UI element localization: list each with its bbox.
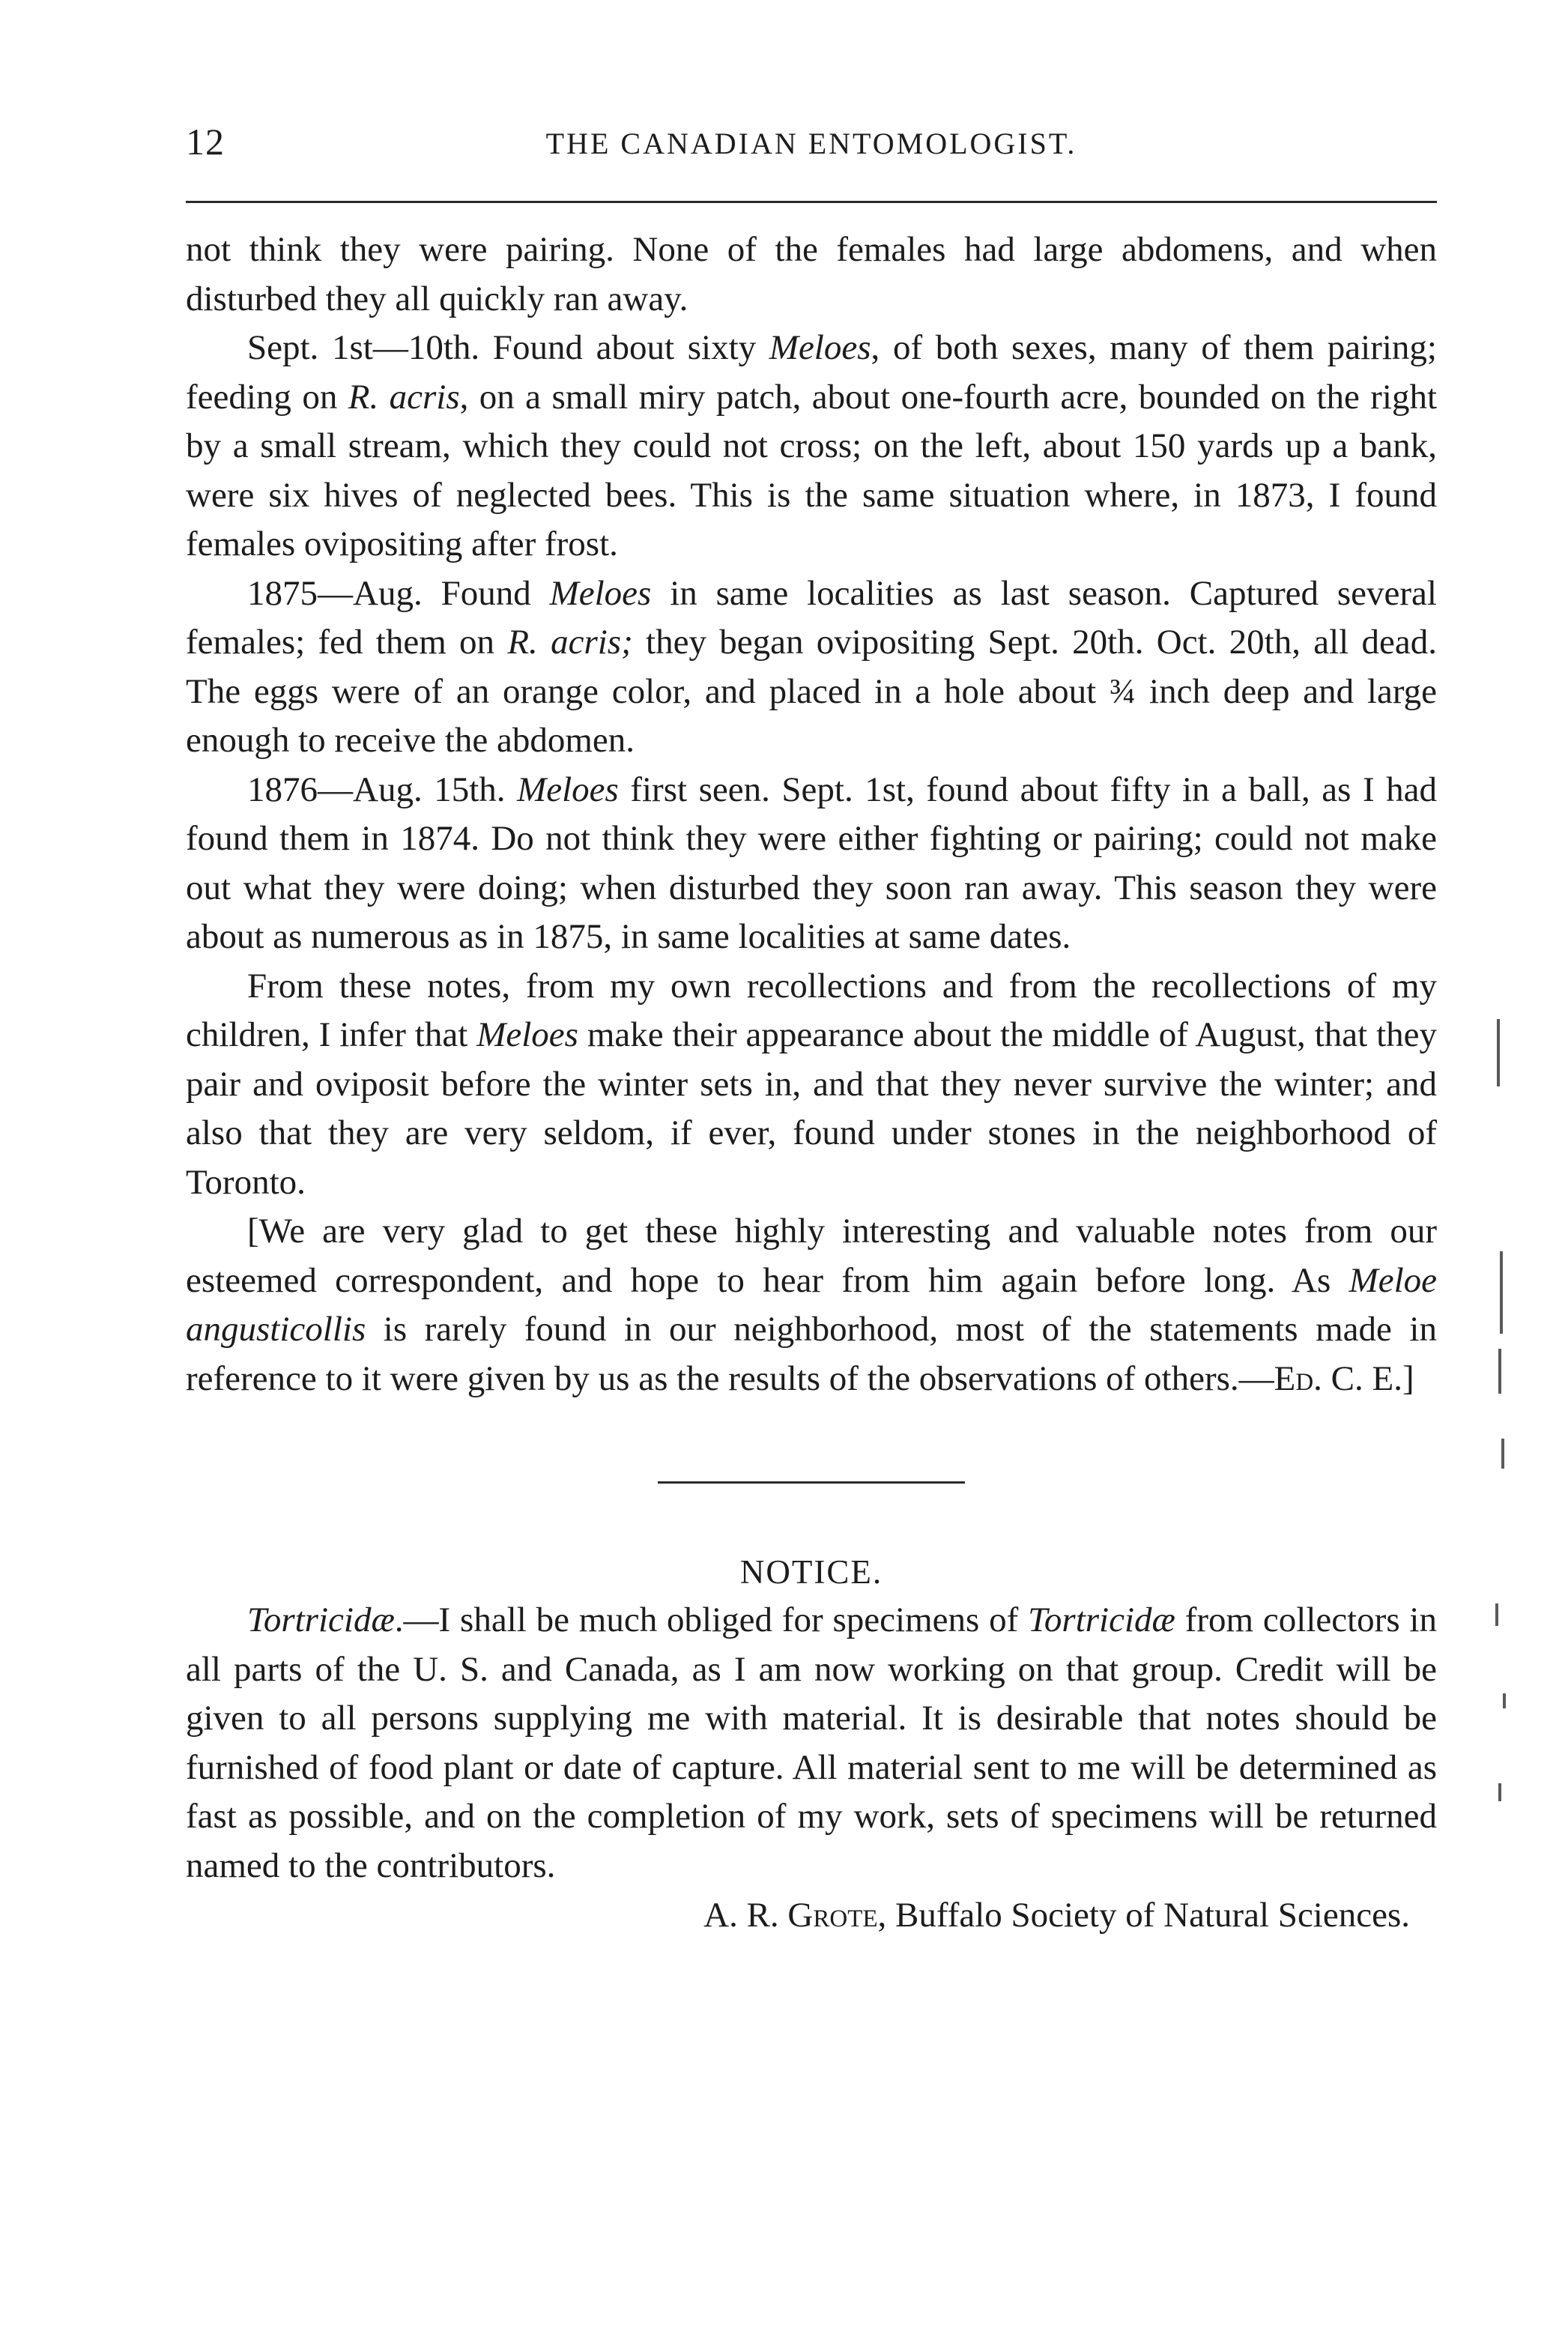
text-run: , on a small miry patch, about one-fourth acre, bounded on the right by a small stream, which they could not cross; on the left, about 150 yards up a bank, were six hives of neglected bees. This is the same situation where, in 1873, I found females ovipositing after frost. <box>186 377 1438 563</box>
text-run: Sept. 1st—10th. Found about sixty <box>247 328 769 367</box>
body-paragraph <box>186 766 1437 962</box>
italic-text: Meloes <box>476 1015 578 1054</box>
italic-text: Meloe angusticollis <box>186 1260 1437 1349</box>
text-run: , of both sexes, many of them pairing; feeding on <box>186 328 1437 417</box>
italic-text: Meloes <box>517 770 619 809</box>
text-run: 1876—Aug. 15th. <box>247 770 518 809</box>
text-run: [We are very glad to get these highly interesting and valuable notes from our esteemed correspondent, and hope to hear from him again before long. As <box>186 1212 1437 1300</box>
text-run: , Buffalo Society of Natural Sciences. <box>877 1896 1410 1935</box>
text-run: they began ovipositing Sept. 20th. Oct. 20th, all dead. The eggs were of an orange color, and placed in a hole about ¾ inch deep and large enough to receive the abdomen. <box>186 623 1437 760</box>
running-head <box>186 112 1437 172</box>
notice-paragraph <box>186 1596 1437 1890</box>
text-run: ] <box>1402 1358 1414 1398</box>
page-number: 12 <box>186 121 225 163</box>
text-run: From these notes, from my own recollections and from the recollections of my children, I infer that <box>186 966 1437 1054</box>
body-paragraph <box>186 226 1437 324</box>
margin-scan-marks <box>1491 1019 1521 2293</box>
italic-text: Meloes <box>549 573 652 613</box>
journal-title: THE CANADIAN ENTOMOLOGIST. <box>545 127 1077 160</box>
italic-text: R. acris; <box>507 623 633 662</box>
italic-text: Meloes <box>769 328 871 367</box>
header-rule <box>186 201 1437 203</box>
body-paragraph <box>186 324 1437 569</box>
text-run: first seen. Sept. 1st, found about fifty in a ball, as I had found them in 1874. Do not think they were either fighting or pairing; could not make out what they were doing; when disturbed they soon ran away. This season they were about as numerous as in 1875, in same localities at same dates. <box>186 770 1437 956</box>
italic-text: Tortricidæ <box>1028 1600 1175 1639</box>
notice-signature <box>186 1890 1437 1940</box>
text-run: A. R. <box>703 1896 788 1935</box>
text-run: is rarely found in our neighborhood, most of the statements made in reference to it were given by us as the results of the observations of others.— <box>186 1310 1437 1398</box>
text-run: make their appearance about the middle of August, that they pair and oviposit before the winter sets in, and that they never survive the winter; and also that they are very seldom, if ever, found under stones in the neighborhood of Toronto. <box>186 1015 1437 1202</box>
text-run: Grote <box>787 1896 878 1935</box>
italic-text: Tortricidæ <box>247 1600 395 1639</box>
text-run: 1875—Aug. Found <box>247 573 550 613</box>
notice-title: NOTICE. <box>739 1553 883 1591</box>
body-paragraph <box>186 569 1437 766</box>
text-run: from collectors in all parts of the U. S. and Canada, as I am now working on that group. Credit will be given to all persons supplying me with material. It is desirable that notes should be furnished of food plant or date of capture. All material sent to me will be determined as fast as possible, and on the completion of my work, sets of specimens will be returned named to the contributors. <box>186 1600 1437 1885</box>
section-divider <box>658 1481 965 1484</box>
text-run: not think they were pairing. None of the females had large abdomens, and when disturbed they all quickly ran away. <box>186 230 1437 318</box>
page <box>186 112 1437 1940</box>
body-paragraph <box>186 1207 1437 1403</box>
body-paragraph <box>186 962 1437 1208</box>
text-run: in same localities as last season. Captured several females; fed them on <box>186 573 1437 662</box>
article-body <box>186 226 1437 1403</box>
text-run: .—I shall be much obliged for specimens of <box>394 1600 1029 1639</box>
italic-text: R. acris <box>348 377 460 417</box>
text-run: Ed. C. E. <box>1274 1358 1402 1398</box>
